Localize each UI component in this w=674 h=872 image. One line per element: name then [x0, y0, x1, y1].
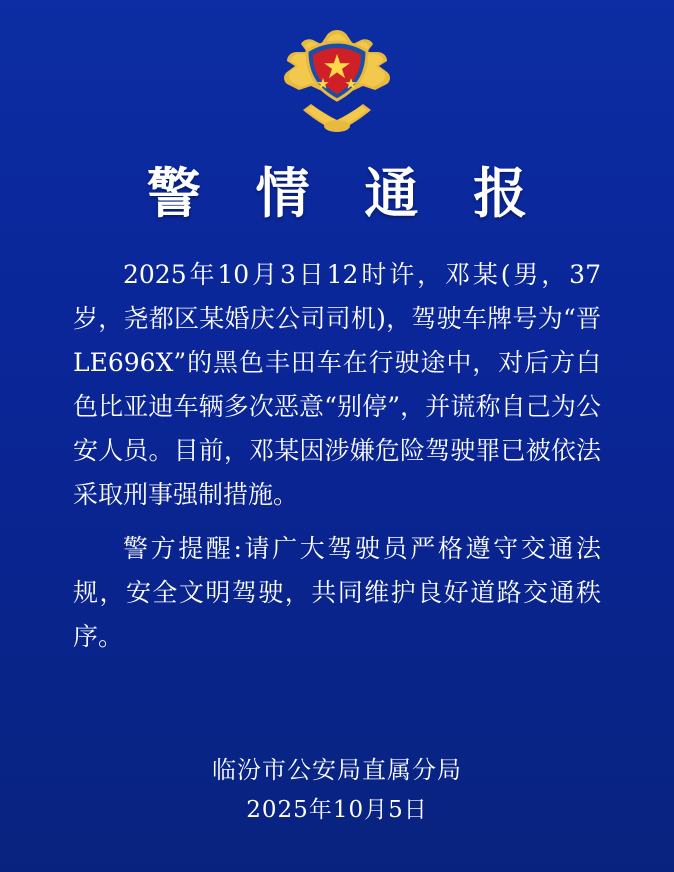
page-title: 警 情 通 报 [146, 161, 546, 225]
issue-date: 2025年10月5日 [246, 797, 428, 823]
notice-paragraph-2: 警方提醒:请广大驾驶员严格遵守交通法规，安全文明驾驶，共同维护良好道路交通秩序。 [73, 534, 601, 652]
notice-body [73, 253, 601, 665]
issuing-organization: 临汾市公安局直属分局 [212, 756, 462, 784]
notice-footer [0, 750, 674, 830]
china-police-badge-icon [267, 26, 407, 142]
notice-paragraph-1: 2025年10月3日12时许，邓某(男，37岁，尧都区某婚庆公司司机)，驾驶车牌号为“晋LE696X”的黑色丰田车在行驶途中，对后方白色比亚迪车辆多次恶意“别停”，并谎称自己为公安人员。目前，邓某因涉嫌危险驾驶罪已被依法采取刑事强制措施。 [73, 260, 601, 510]
